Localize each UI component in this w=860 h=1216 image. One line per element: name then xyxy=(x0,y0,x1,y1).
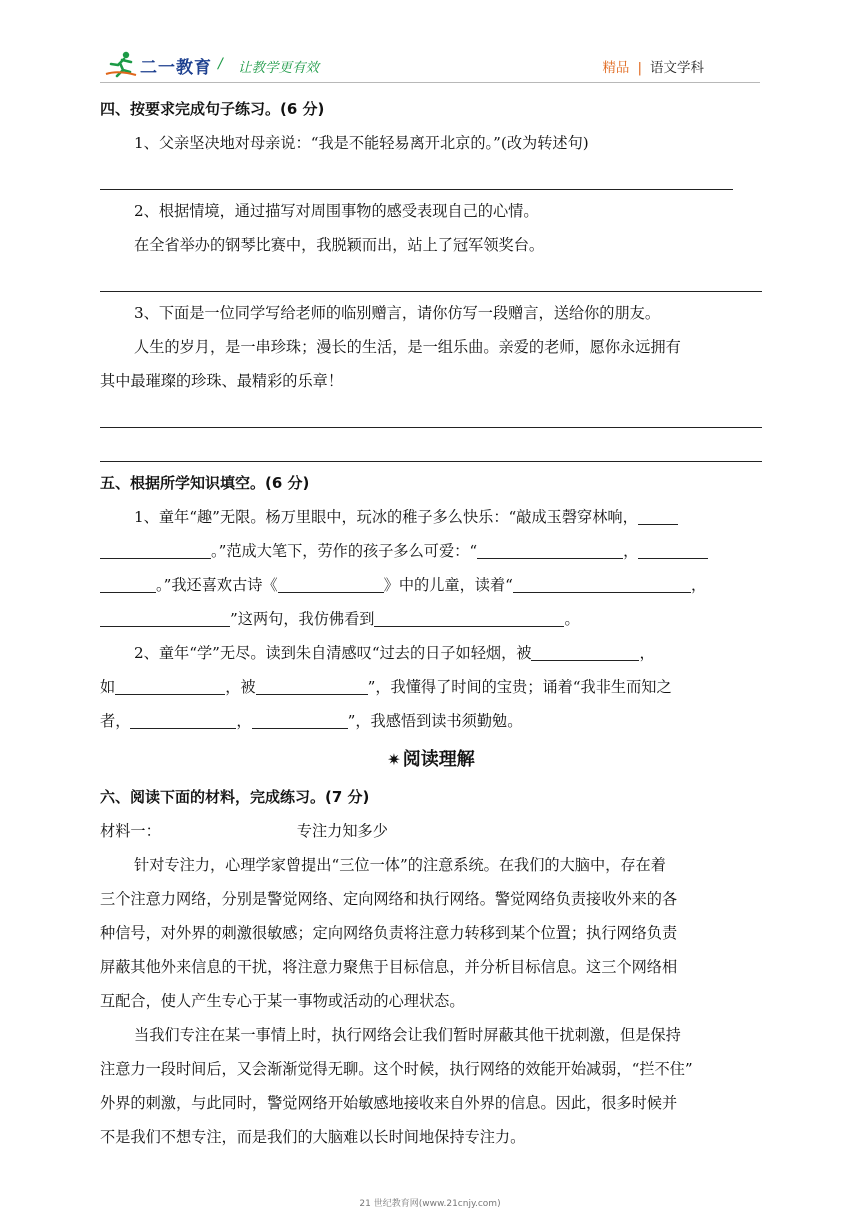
text: ，被 xyxy=(225,678,256,696)
section-5-title: 五、根据所学知识填空。(6 分) xyxy=(100,474,310,492)
question-4-3-example: 人生的岁月，是一串珍珠；漫长的生活，是一组乐曲。亲爱的老师，愿你永远拥有 xyxy=(134,338,681,356)
document-body xyxy=(100,92,762,1154)
para2-line: 不是我们不想专注，而是我们的大脑难以长时间地保持专注力。 xyxy=(100,1128,526,1146)
text: 。”我还喜欢古诗《 xyxy=(156,576,278,594)
brand-name: 二一教育 xyxy=(140,58,212,78)
page-header xyxy=(0,0,860,86)
blank[interactable] xyxy=(100,576,156,593)
question-4-1: 1、父亲坚决地对母亲说：“我是不能轻易离开北京的。”(改为转述句) xyxy=(134,134,589,152)
header-right xyxy=(602,56,704,76)
star-icon: ✷ xyxy=(387,750,401,769)
para1-line: 种信号，对外界的刺激很敏感；定向网络负责将注意力转移到某个位置；执行网络负责 xyxy=(100,924,678,942)
section-4-title: 四、按要求完成句子练习。(6 分) xyxy=(100,100,325,118)
material-label: 材料一： xyxy=(100,822,161,840)
blank[interactable] xyxy=(513,576,691,593)
question-4-3-example-cont: 其中最璀璨的珍珠、最精彩的乐章！ xyxy=(100,372,343,390)
para2-line: 当我们专注在某一事情上时，执行网络会让我们暂时屏蔽其他干扰刺激，但是保持 xyxy=(134,1026,681,1044)
para2-line: 外界的刺激，与此同时，警觉网络开始敏感地接收来自外界的信息。因此，很多时候并 xyxy=(100,1094,678,1112)
answer-line-4-3b[interactable] xyxy=(100,432,762,466)
material-title: 专注力知多少 xyxy=(296,822,388,840)
blank[interactable] xyxy=(252,712,348,729)
runner-logo-icon xyxy=(104,50,138,78)
text: 2、童年“学”无尽。读到朱自清感叹“过去的日子如轻烟，被 xyxy=(134,644,532,662)
fill-5-2-line2 xyxy=(100,670,762,704)
text: 》中的儿童，读着“ xyxy=(383,576,513,594)
text: 1、童年“趣”无限。杨万里眼中，玩冰的稚子多么快乐：“敲成玉磬穿林响， xyxy=(134,508,638,526)
answer-line-4-3a[interactable] xyxy=(100,398,762,432)
blank[interactable] xyxy=(130,712,236,729)
header-slash: / xyxy=(218,56,223,72)
blank[interactable] xyxy=(100,610,230,627)
blank[interactable] xyxy=(477,542,623,559)
reading-section-title xyxy=(100,740,762,780)
text: 如 xyxy=(100,678,116,696)
fill-5-2-line3 xyxy=(100,704,762,738)
para1-line: 三个注意力网络，分别是警觉网络、定向网络和执行网络。警觉网络负责接收外来的各 xyxy=(100,890,678,908)
para2-line: 注意力一段时间后，又会渐渐觉得无聊。这个时候，执行网络的效能开始减弱，“拦不住” xyxy=(100,1060,693,1078)
text: ， xyxy=(236,712,252,730)
fill-5-2-line1 xyxy=(100,636,762,670)
text: 。”范成大笔下，劳作的孩子多么可爱：“ xyxy=(211,542,478,560)
reading-title-text: 阅读理解 xyxy=(402,749,475,770)
para1-line: 互配合，使人产生专心于某一事物或活动的心理状态。 xyxy=(100,992,465,1010)
question-4-3: 3、下面是一位同学写给老师的临别赠言，请你仿写一段赠言，送给你的朋友。 xyxy=(134,304,661,322)
text: 。 xyxy=(564,610,580,628)
brand-slogan: 让教学更有效 xyxy=(238,60,319,76)
para1-line: 针对专注力，心理学家曾提出“三位一体”的注意系统。在我们的大脑中，存在着 xyxy=(134,856,666,874)
fill-5-1-line3 xyxy=(100,568,762,602)
fill-5-1-line1 xyxy=(100,500,762,534)
question-4-2-context: 在全省举办的钢琴比赛中，我脱颖而出，站上了冠军领奖台。 xyxy=(134,236,545,254)
fill-5-1-line2 xyxy=(100,534,762,568)
answer-line-4-2[interactable] xyxy=(100,262,762,296)
blank[interactable] xyxy=(278,576,384,593)
answer-line-4-1[interactable] xyxy=(100,160,762,194)
blank[interactable] xyxy=(374,610,564,627)
material-heading xyxy=(100,814,762,848)
subject-label: 语文学科 xyxy=(650,60,704,76)
header-divider xyxy=(100,82,760,83)
text: ， xyxy=(639,644,655,662)
text: ”，我懂得了时间的宝贵；诵着“我非生而知之 xyxy=(367,678,672,696)
header-separator: | xyxy=(637,60,642,76)
question-4-2: 2、根据情境，通过描写对周围事物的感受表现自己的心情。 xyxy=(134,202,539,220)
blank[interactable] xyxy=(638,542,708,559)
text: ， xyxy=(690,576,707,594)
text: ”这两句，我仿佛看到 xyxy=(230,610,375,628)
quality-label: 精品 xyxy=(602,60,630,76)
text: ， xyxy=(623,542,639,560)
blank[interactable] xyxy=(100,542,211,559)
text: ”，我感悟到读书须勤勉。 xyxy=(347,712,523,730)
blank[interactable] xyxy=(531,644,639,661)
para1-line: 屏蔽其他外来信息的干扰，将注意力聚焦于目标信息，并分析目标信息。这三个网络相 xyxy=(100,958,678,976)
section-6-title: 六、阅读下面的材料，完成练习。(7 分) xyxy=(100,788,370,806)
blank[interactable] xyxy=(638,508,678,525)
page-footer: 21 世纪教育网(www.21cnjy.com) xyxy=(359,1199,501,1209)
blank[interactable] xyxy=(115,678,225,695)
blank[interactable] xyxy=(256,678,368,695)
text: 者， xyxy=(100,712,131,730)
fill-5-1-line4 xyxy=(100,602,762,636)
